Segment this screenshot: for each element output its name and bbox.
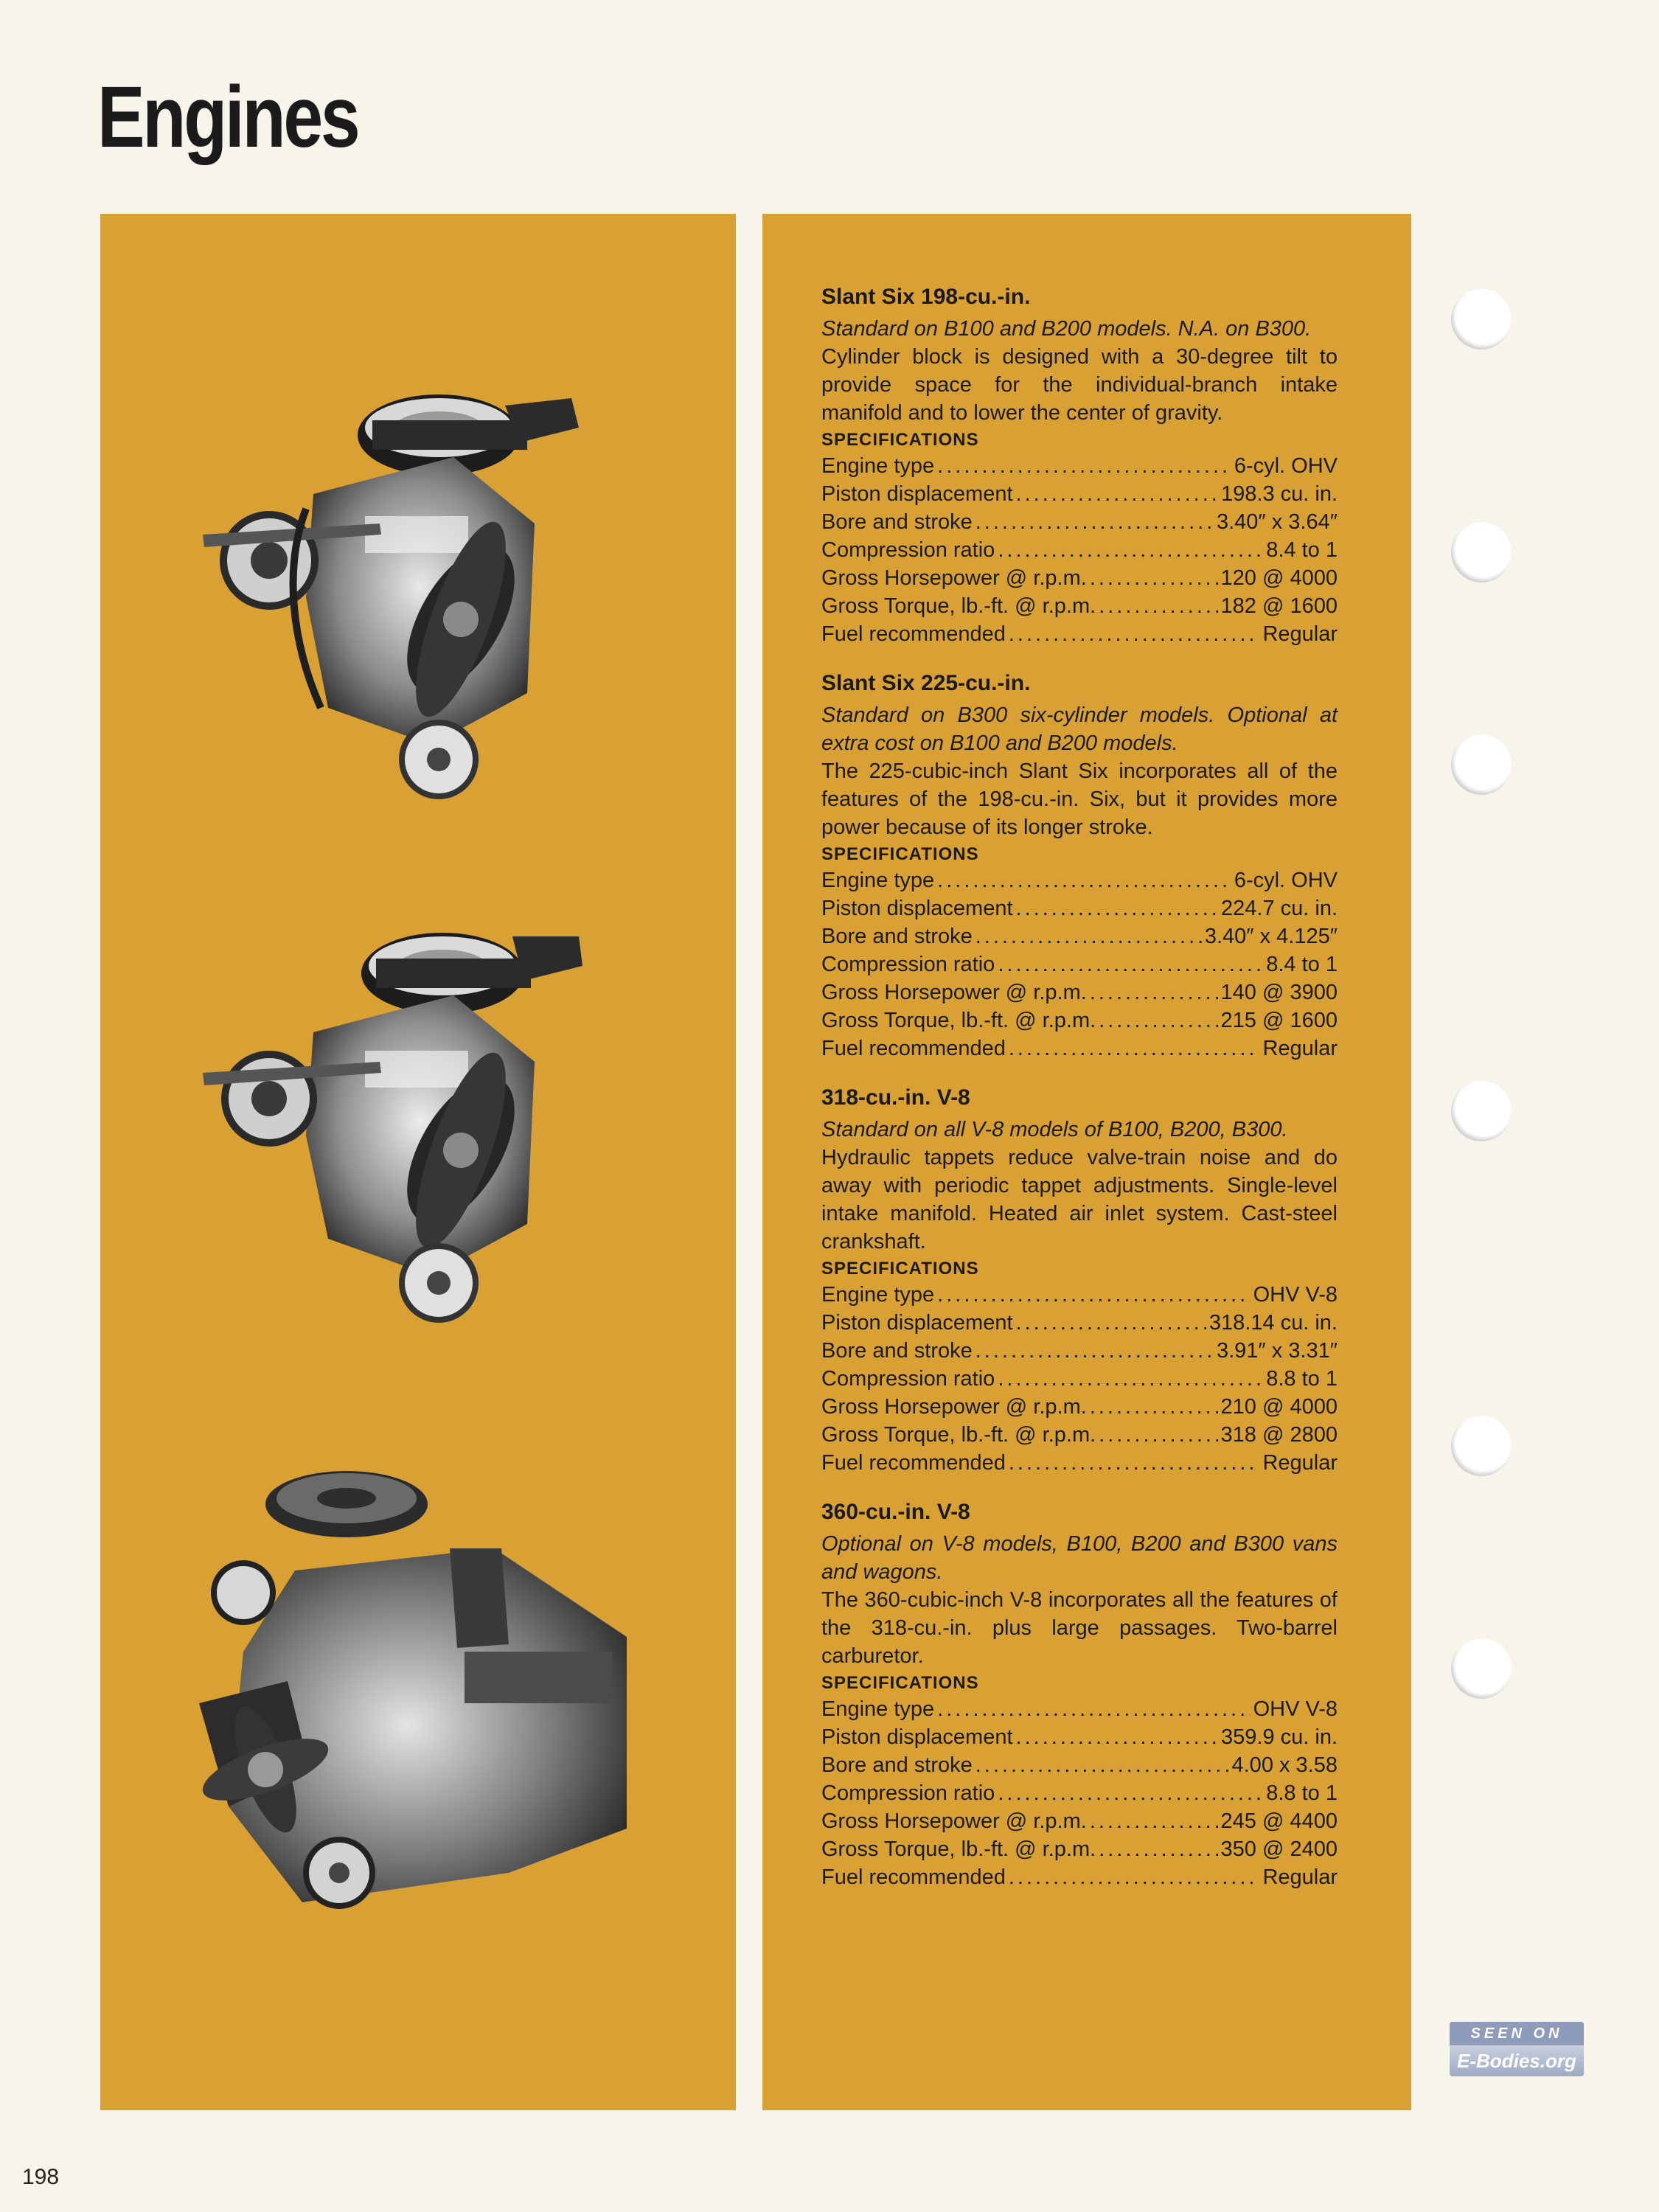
specifications-heading: SPECIFICATIONS [821,430,979,450]
spec-value: 210 @ 4000 [1220,1395,1338,1419]
spec-label: Gross Horsepower @ r.p.m. [821,981,1087,1004]
specifications-heading: SPECIFICATIONS [821,1259,979,1279]
spec-row [821,1835,1338,1863]
binder-hole-icon [1451,289,1512,349]
spec-value: 215 @ 1600 [1220,1009,1338,1032]
v8-engine-photo [184,1460,641,1924]
leader-dots [1090,1393,1218,1421]
spec-label: Fuel recommended [821,622,1006,646]
page-title: Engines [97,69,358,166]
spec-value: 4.00 x 3.58 [1231,1753,1338,1777]
spec-row [821,950,1338,978]
spec-row [821,1365,1338,1393]
spec-label: Compression ratio [821,1781,995,1805]
spec-row [821,1281,1338,1309]
leader-dots [998,1365,1263,1393]
spec-label: Bore and stroke [821,1753,973,1777]
leader-dots [998,1779,1263,1807]
leader-dots [998,950,1263,978]
spec-row [821,1863,1338,1891]
specifications-heading: SPECIFICATIONS [821,844,979,864]
spec-label: Gross Horsepower @ r.p.m. [821,1395,1087,1419]
engine-description: The 225-cubic-inch Slant Six incorporates all of the features of the 198-cu.-in. Six, but it provides more power because of its longer stroke. [821,759,1338,839]
spec-value: Regular [1262,1865,1338,1889]
engine-section [821,1083,1338,1477]
spec-value: OHV V-8 [1253,1697,1338,1721]
spec-row [821,1779,1338,1807]
spec-row [821,894,1338,922]
engine-title: 318-cu.-in. V-8 [821,1085,970,1110]
spec-label: Compression ratio [821,1367,995,1391]
spec-label: Fuel recommended [821,1865,1006,1889]
spec-row [821,866,1338,894]
engine-section [821,1498,1338,1891]
leader-dots [1016,1309,1206,1337]
spec-value: 182 @ 1600 [1220,594,1338,618]
spec-label: Engine type [821,1697,935,1721]
spec-value: 359.9 cu. in. [1221,1725,1338,1749]
spec-value: 3.40″ x 3.64″ [1216,510,1338,534]
binder-hole-icon [1451,1081,1512,1141]
engine-description: The 360-cubic-inch V-8 incorporates all the features of the 318-cu.-in. plus large passages. Two-barrel carburetor. [821,1588,1338,1668]
leader-dots [975,922,1202,950]
spec-row [821,564,1338,592]
spec-row [821,620,1338,648]
binder-hole-icon [1451,1416,1512,1476]
spec-label: Bore and stroke [821,1339,973,1363]
spec-value: 120 @ 4000 [1220,566,1338,590]
spec-row [821,508,1338,536]
leader-dots [1090,1807,1218,1835]
engine-availability: Optional on V-8 models, B100, B200 and B300 vans and wagons. [821,1532,1338,1584]
engine-title: Slant Six 198-cu.-in. [821,285,1031,309]
spec-row [821,1723,1338,1751]
spec-label: Fuel recommended [821,1451,1006,1475]
spec-label: Compression ratio [821,538,995,562]
spec-row [821,536,1338,564]
spec-row [821,592,1338,620]
watermark-top-text: SEEN ON [1450,2022,1584,2045]
slant-six-225-engine-photo [188,922,675,1335]
spec-value: 3.40″ x 4.125″ [1204,925,1338,948]
spec-row [821,978,1338,1006]
leader-dots [1090,978,1218,1006]
binder-hole-icon [1451,734,1512,795]
spec-row [821,1006,1338,1034]
spec-value: 6-cyl. OHV [1234,454,1338,478]
leader-dots [1099,592,1217,620]
spec-row [821,480,1338,508]
spec-value: Regular [1262,1451,1338,1475]
spec-value: 245 @ 4400 [1220,1809,1338,1833]
spec-label: Engine type [821,1283,935,1307]
spec-value: Regular [1262,1037,1338,1060]
engine-availability: Standard on all V-8 models of B100, B200, B300. [821,1118,1288,1141]
leader-dots [1016,894,1218,922]
spec-row [821,1034,1338,1062]
leader-dots [937,1695,1250,1723]
spec-label: Piston displacement [821,897,1013,920]
leader-dots [1090,564,1218,592]
spec-value: 8.4 to 1 [1266,953,1338,976]
leader-dots [1009,1863,1260,1891]
engine-description: Cylinder block is designed with a 30-degree tilt to provide space for the individual-branch intake manifold and to lower the center of gravity. [821,345,1338,425]
spec-label: Engine type [821,869,935,892]
spec-label: Piston displacement [821,1725,1013,1749]
specifications-heading: SPECIFICATIONS [821,1673,979,1693]
spec-label: Gross Horsepower @ r.p.m. [821,1809,1087,1833]
engine-availability: Standard on B100 and B200 models. N.A. on B300. [821,317,1312,341]
leader-dots [1009,1034,1260,1062]
engine-title: Slant Six 225-cu.-in. [821,671,1031,695]
leader-dots [998,536,1263,564]
page-number: 198 [22,2165,60,2189]
spec-value: 3.91″ x 3.31″ [1216,1339,1338,1363]
spec-label: Gross Torque, lb.-ft. @ r.p.m. [821,1423,1096,1447]
spec-value: 350 @ 2400 [1220,1837,1338,1861]
spec-label: Bore and stroke [821,510,973,534]
leader-dots [937,452,1231,480]
spec-label: Engine type [821,454,935,478]
slant-six-198-engine-photo [188,376,675,804]
leader-dots [975,1337,1214,1365]
spec-label: Bore and stroke [821,925,973,948]
leader-dots [975,508,1214,536]
spec-row [821,1695,1338,1723]
spec-value: 140 @ 3900 [1220,981,1338,1004]
leader-dots [937,866,1231,894]
spec-row [821,452,1338,480]
leader-dots [1009,1449,1260,1477]
binder-hole-icon [1451,522,1512,582]
leader-dots [1009,620,1260,648]
spec-value: 318.14 cu. in. [1208,1311,1338,1335]
leader-dots [1099,1835,1217,1863]
spec-label: Fuel recommended [821,1037,1006,1060]
engine-section [821,669,1338,1062]
spec-row [821,922,1338,950]
spec-value: 8.8 to 1 [1266,1781,1338,1805]
leader-dots [975,1751,1229,1779]
spec-value: 224.7 cu. in. [1221,897,1338,920]
spec-value: Regular [1262,622,1338,646]
spec-row [821,1309,1338,1337]
watermark-bottom-text: E-Bodies.org [1450,2045,1584,2076]
spec-row [821,1449,1338,1477]
leader-dots [937,1281,1250,1309]
leader-dots [1016,480,1218,508]
spec-value: OHV V-8 [1253,1283,1338,1307]
spec-label: Piston displacement [821,1311,1013,1335]
engine-specifications-list [821,282,1338,1912]
leader-dots [1099,1421,1217,1449]
spec-label: Compression ratio [821,953,995,976]
spec-label: Gross Torque, lb.-ft. @ r.p.m. [821,1009,1096,1032]
spec-value: 8.8 to 1 [1266,1367,1338,1391]
binder-hole-icon [1451,1638,1512,1699]
spec-row [821,1751,1338,1779]
leader-dots [1099,1006,1217,1034]
spec-row [821,1337,1338,1365]
watermark-logo [1450,2022,1584,2076]
spec-value: 8.4 to 1 [1266,538,1338,562]
spec-row [821,1421,1338,1449]
spec-row [821,1393,1338,1421]
engine-title: 360-cu.-in. V-8 [821,1500,970,1524]
engine-availability: Standard on B300 six-cylinder models. Optional at extra cost on B100 and B200 models. [821,703,1338,755]
engine-description: Hydraulic tappets reduce valve-train noise and do away with periodic tappet adjustments. Single-level intake manifold. Heated air inlet system. Cast-steel crankshaft. [821,1146,1338,1253]
spec-label: Gross Torque, lb.-ft. @ r.p.m. [821,1837,1096,1861]
spec-row [821,1807,1338,1835]
spec-value: 318 @ 2800 [1220,1423,1338,1447]
leader-dots [1016,1723,1218,1751]
spec-label: Gross Torque, lb.-ft. @ r.p.m. [821,594,1096,618]
spec-value: 198.3 cu. in. [1221,482,1338,506]
spec-label: Piston displacement [821,482,1013,506]
engine-section [821,282,1338,648]
spec-value: 6-cyl. OHV [1234,869,1338,892]
spec-label: Gross Horsepower @ r.p.m. [821,566,1087,590]
